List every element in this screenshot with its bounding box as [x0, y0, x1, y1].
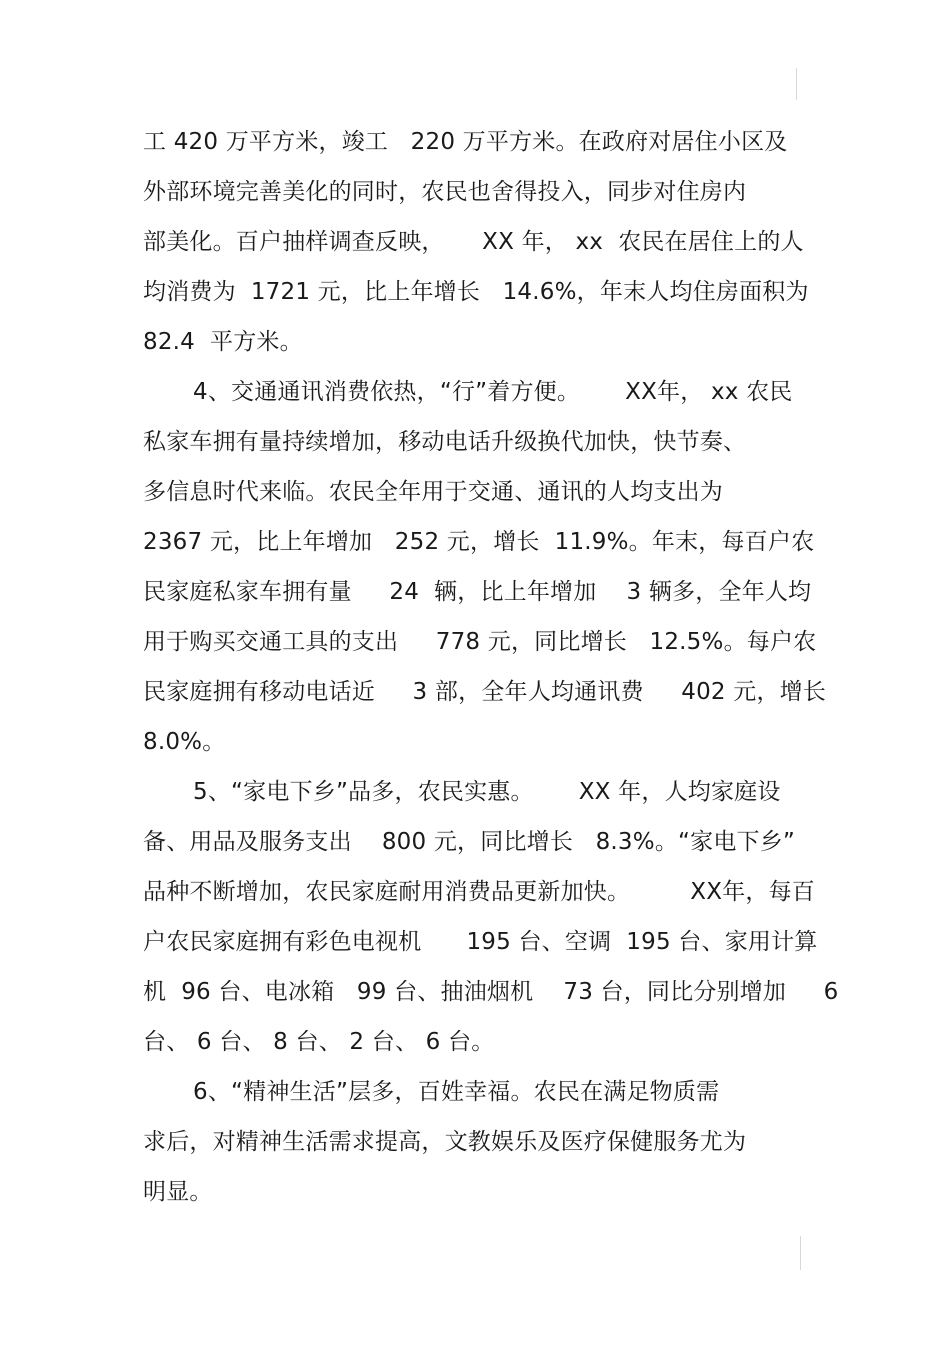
- paragraph-3-line-3: 品种不断增加，农民家庭耐用消费品更新加快。 XX年，每百: [143, 879, 816, 905]
- paragraph-3-line-2: 备、用品及服务支出 800 元，同比增长 8.3%。“家电下乡”: [143, 829, 796, 855]
- paragraph-2-line-2: 私家车拥有量持续增加，移动电话升级换代加快，快节奏、: [143, 429, 747, 455]
- paragraph-3-line-6: 台、 6 台、 8 台、 2 台、 6 台。: [143, 1029, 495, 1055]
- paragraph-4-line-1: 6、“精神生活”层多，百姓幸福。农民在满足物质需: [193, 1079, 720, 1105]
- paragraph-3-line-4: 户农民家庭拥有彩色电视机 195 台、空调 195 台、家用计算: [143, 929, 818, 955]
- paragraph-3-line-5: 机 96 台、电冰箱 99 台、抽油烟机 73 台，同比分别增加 6: [143, 979, 839, 1005]
- paragraph-1-line-2: 外部环境完善美化的同时，农民也舍得投入，同步对住房内: [143, 179, 747, 205]
- paragraph-1-line-4: 均消费为 1721 元，比上年增长 14.6%，年末人均住房面积为: [143, 279, 809, 305]
- paragraph-1-line-5: 82.4 平方米。: [143, 329, 303, 355]
- page-corner-mark-bottom: [800, 1236, 801, 1270]
- paragraph-1-line-1: 工 420 万平方米，竣工 220 万平方米。在政府对居住小区及: [143, 129, 788, 155]
- paragraph-2-line-1: 4、交通通讯消费依热，“行”着方便。 XX年， xx 农民: [193, 379, 793, 405]
- paragraph-2-line-3: 多信息时代来临。农民全年用于交通、通讯的人均支出为: [143, 479, 723, 505]
- paragraph-2-line-5: 民家庭私家车拥有量 24 辆，比上年增加 3 辆多，全年人均: [143, 579, 812, 605]
- paragraph-1-line-3: 部美化。百户抽样调查反映， XX 年， xx 农民在居住上的人: [143, 229, 804, 255]
- paragraph-4-line-3: 明显。: [143, 1179, 213, 1205]
- page-corner-mark-top: [796, 68, 797, 100]
- paragraph-4-line-2: 求后，对精神生活需求提高，文教娱乐及医疗保健服务尤为: [143, 1129, 747, 1155]
- paragraph-2-line-8: 8.0%。: [143, 729, 226, 755]
- paragraph-3-line-1: 5、“家电下乡”品多，农民实惠。 XX 年，人均家庭设: [193, 779, 781, 805]
- paragraph-2-line-4: 2367 元，比上年增加 252 元，增长 11.9%。年末，每百户农: [143, 529, 815, 555]
- paragraph-2-line-7: 民家庭拥有移动电话近 3 部，全年人均通讯费 402 元，增长: [143, 679, 827, 705]
- paragraph-2-line-6: 用于购买交通工具的支出 778 元，同比增长 12.5%。每户农: [143, 629, 817, 655]
